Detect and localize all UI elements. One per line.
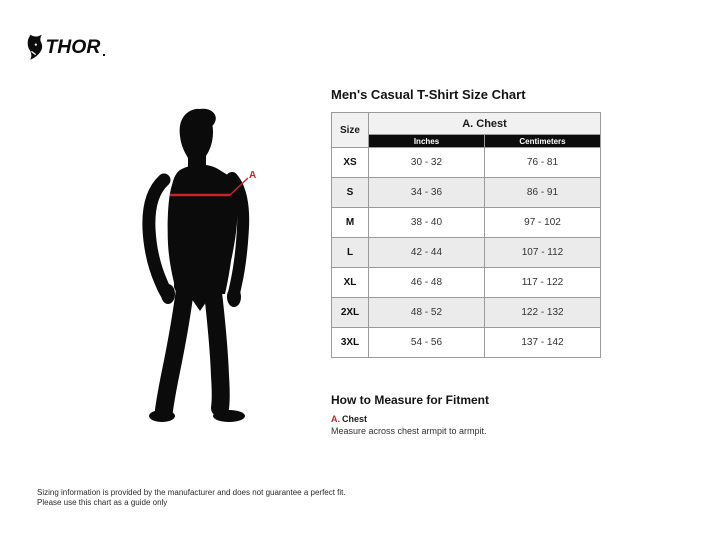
inches-cell: 38 - 40 <box>369 208 485 238</box>
size-chart-table <box>331 112 601 358</box>
measure-label-a: A <box>249 170 257 181</box>
size-cell: XL <box>332 268 369 298</box>
inches-cell: 30 - 32 <box>369 148 485 178</box>
disclaimer-line-2: Please use this chart as a guide only <box>37 497 168 507</box>
column-header-size: Size <box>332 113 369 148</box>
column-header-inches: Inches <box>369 135 485 148</box>
column-header-centimeters: Centimeters <box>485 135 601 148</box>
size-cell: 3XL <box>332 328 369 358</box>
cm-cell: 76 - 81 <box>485 148 601 178</box>
measure-key: A. <box>331 414 340 424</box>
size-cell: XS <box>332 148 369 178</box>
inches-cell: 48 - 52 <box>369 298 485 328</box>
inches-cell: 54 - 56 <box>369 328 485 358</box>
cm-cell: 107 - 112 <box>485 238 601 268</box>
cm-cell: 117 - 122 <box>485 268 601 298</box>
table-row <box>332 148 601 178</box>
table-header-row <box>332 113 601 135</box>
table-row <box>332 298 601 328</box>
disclaimer-line-1: Sizing information is provided by the manufacturer and does not guarantee a perfect fit. <box>37 488 346 497</box>
how-to-measure-heading: How to Measure for Fitment <box>331 393 490 407</box>
cm-cell: 97 - 102 <box>485 208 601 238</box>
brand-name: THOR <box>45 37 101 58</box>
inches-cell: 42 - 44 <box>369 238 485 268</box>
table-row <box>332 238 601 268</box>
disclaimer-text <box>37 488 346 507</box>
size-cell: M <box>332 208 369 238</box>
body-silhouette <box>120 85 330 445</box>
thor-logo <box>27 34 105 61</box>
size-cell: S <box>332 178 369 208</box>
measure-item-chest <box>331 414 367 424</box>
trademark-dot <box>103 54 105 56</box>
measure-label: Chest <box>342 414 368 424</box>
page-title: Men's Casual T-Shirt Size Chart <box>331 87 526 102</box>
inches-cell: 46 - 48 <box>369 268 485 298</box>
measure-description: Measure across chest armpit to armpit. <box>331 426 487 436</box>
column-header-chest: A. Chest <box>369 113 601 135</box>
table-row <box>332 208 601 238</box>
table-row <box>332 268 601 298</box>
cm-cell: 122 - 132 <box>485 298 601 328</box>
size-cell: 2XL <box>332 298 369 328</box>
goat-head-icon <box>27 34 44 61</box>
table-unit-row <box>332 135 601 148</box>
cm-cell: 86 - 91 <box>485 178 601 208</box>
inches-cell: 34 - 36 <box>369 178 485 208</box>
size-cell: L <box>332 238 369 268</box>
table-row <box>332 328 601 358</box>
table-row <box>332 178 601 208</box>
cm-cell: 137 - 142 <box>485 328 601 358</box>
